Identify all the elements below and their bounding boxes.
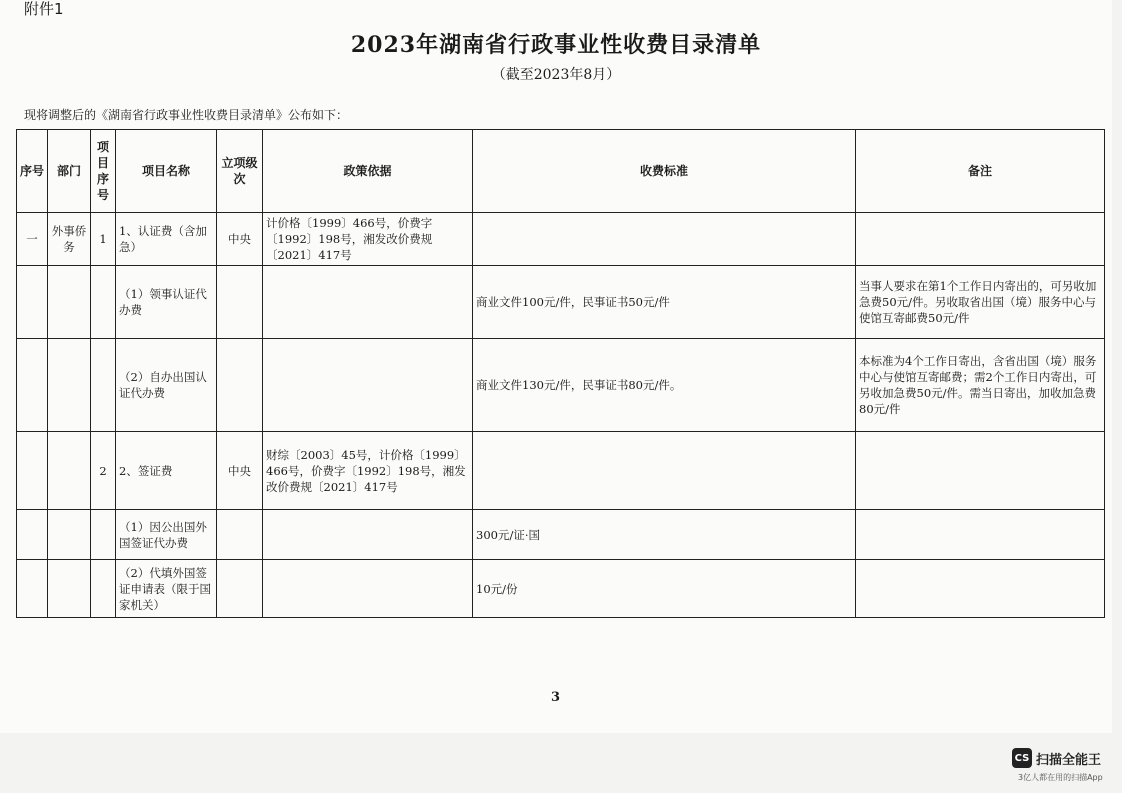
cell-dept <box>48 339 91 432</box>
cell-dept <box>48 266 91 339</box>
scanner-watermark <box>1012 748 1118 784</box>
cell-level: 中央 <box>217 213 263 266</box>
header-policy: 政策依据 <box>263 130 473 213</box>
cell-dept: 外事侨务 <box>48 213 91 266</box>
cell-item-name: （2）代填外国签证申请表（限于国家机关） <box>116 560 217 618</box>
cell-remarks: 本标准为4个工作日寄出，含省出国（境）服务中心与使馆互寄邮费；需2个工作日内寄出，可另收加急费50元/件。需当日寄出，加收加急费80元/件 <box>856 339 1105 432</box>
page-number: 3 <box>551 690 561 705</box>
cell-seq <box>17 266 48 339</box>
table-row <box>17 560 1105 618</box>
cell-policy <box>263 560 473 618</box>
cell-item-name: （1）因公出国外国签证代办费 <box>116 510 217 560</box>
header-level: 立项级次 <box>217 130 263 213</box>
cell-level <box>217 339 263 432</box>
fee-catalog-table <box>16 129 1105 618</box>
cell-standard: 10元/份 <box>473 560 856 618</box>
cell-item-name: 2、签证费 <box>116 432 217 510</box>
camscanner-logo-icon: CS <box>1012 748 1032 768</box>
table-header-row <box>17 130 1105 213</box>
cell-dept <box>48 432 91 510</box>
cell-level <box>217 560 263 618</box>
cell-item-no <box>91 339 116 432</box>
cell-item-name: （1）领事认证代办费 <box>116 266 217 339</box>
cell-remarks <box>856 560 1105 618</box>
cell-item-name: 1、认证费（含加急） <box>116 213 217 266</box>
cell-policy: 计价格〔1999〕466号，价费字〔1992〕198号，湘发改价费规〔2021〕417号 <box>263 213 473 266</box>
cell-item-no: 1 <box>91 213 116 266</box>
page-title: 2023年湖南省行政事业性收费目录清单 <box>350 32 762 58</box>
cell-policy <box>263 339 473 432</box>
cell-seq <box>17 510 48 560</box>
cell-remarks <box>856 510 1105 560</box>
cell-seq <box>17 432 48 510</box>
cell-policy: 财综〔2003〕45号，计价格〔1999〕466号，价费字〔1992〕198号，湘发改价费规〔2021〕417号 <box>263 432 473 510</box>
cell-policy <box>263 510 473 560</box>
cell-policy <box>263 266 473 339</box>
cell-standard <box>473 432 856 510</box>
page-subtitle: （截至2023年8月） <box>491 67 621 83</box>
cell-remarks: 当事人要求在第1个工作日内寄出的，可另收加急费50元/件。另收取省出国（境）服务中心与使馆互寄邮费50元/件 <box>856 266 1105 339</box>
cell-remarks <box>856 432 1105 510</box>
intro-text: 现将调整后的《湖南省行政事业性收费目录清单》公布如下： <box>24 108 349 122</box>
header-seq: 序号 <box>17 130 48 213</box>
cell-seq <box>17 560 48 618</box>
header-item-name: 项目名称 <box>116 130 217 213</box>
table-row <box>17 432 1105 510</box>
cell-standard: 商业文件130元/件，民事证书80元/件。 <box>473 339 856 432</box>
cell-remarks <box>856 213 1105 266</box>
header-standard: 收费标准 <box>473 130 856 213</box>
cell-dept <box>48 560 91 618</box>
cell-level <box>217 266 263 339</box>
table-row <box>17 339 1105 432</box>
table-row <box>17 213 1105 266</box>
cell-item-no <box>91 266 116 339</box>
cell-standard: 300元/证·国 <box>473 510 856 560</box>
cell-seq <box>17 339 48 432</box>
cell-standard: 商业文件100元/件，民事证书50元/件 <box>473 266 856 339</box>
cell-item-name: （2）自办出国认证代办费 <box>116 339 217 432</box>
attachment-label: 附件1 <box>24 0 64 18</box>
cell-dept <box>48 510 91 560</box>
cell-level <box>217 510 263 560</box>
header-item-no: 项目序号 <box>91 130 116 213</box>
cell-item-no <box>91 560 116 618</box>
cell-standard <box>473 213 856 266</box>
table-row <box>17 266 1105 339</box>
cell-item-no <box>91 510 116 560</box>
table-row <box>17 510 1105 560</box>
watermark-tagline: 3亿人都在用的扫描App <box>1018 773 1103 782</box>
header-remarks: 备注 <box>856 130 1105 213</box>
watermark-app-name: 扫描全能王 <box>1036 753 1102 768</box>
header-dept: 部门 <box>48 130 91 213</box>
cell-item-no: 2 <box>91 432 116 510</box>
cell-seq: 一 <box>17 213 48 266</box>
cell-level: 中央 <box>217 432 263 510</box>
